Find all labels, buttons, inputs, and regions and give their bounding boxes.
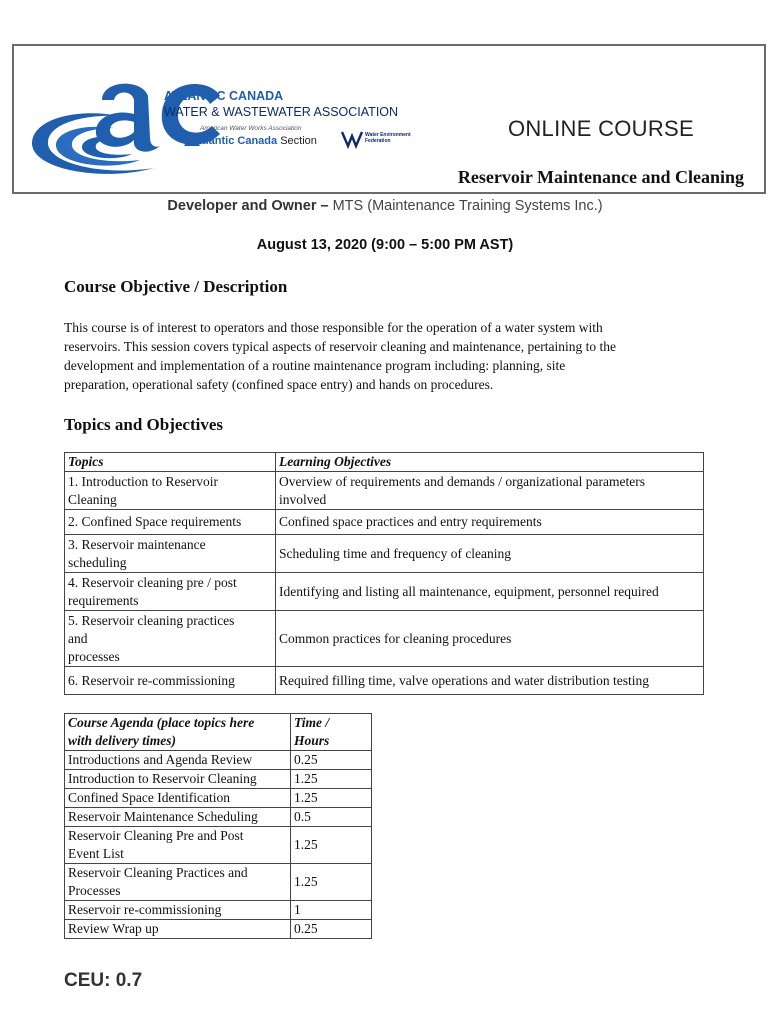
agenda-time: 1 [291, 901, 372, 920]
online-course-label: ONLINE COURSE [507, 116, 694, 141]
table-row [65, 573, 704, 611]
ceu-value: CEU: 0.7 [64, 970, 143, 991]
agenda-table [64, 713, 372, 939]
section-bold: Atlantic Canada [194, 135, 278, 147]
agenda-item: Reservoir Cleaning Pre and Post Event List [65, 827, 291, 864]
agenda-item: Review Wrap up [65, 920, 291, 939]
objective-cell: Required filling time, valve operations and water distribution testing [276, 667, 704, 695]
description-line: This course is of interest to operators and those responsible for the operation of a water system with [64, 320, 603, 335]
agenda-time: 0.25 [291, 751, 372, 770]
col-topics: Topics [65, 453, 276, 472]
objective-description [64, 318, 704, 394]
topics-heading: Topics and Objectives [64, 415, 224, 434]
org-line1: ATLANTIC CANADA [164, 89, 284, 103]
agenda-time: 1.25 [291, 827, 372, 864]
wef-line2: Federation [365, 138, 391, 144]
table-row [65, 920, 372, 939]
objective-cell: Overview of requirements and demands / organizational parameters involved [276, 472, 704, 510]
org-line2: WATER & WASTEWATER ASSOCIATION [164, 105, 399, 119]
awwa-line: American Water Works Association [200, 125, 302, 132]
table-row [65, 789, 372, 808]
table-row [65, 827, 372, 864]
agenda-time: 1.25 [291, 864, 372, 901]
course-date: August 13, 2020 (9:00 – 5:00 PM AST) [256, 237, 514, 253]
agenda-item: Introductions and Agenda Review [65, 751, 291, 770]
description-line: reservoirs. This session covers typical aspects of reservoir cleaning and maintenance, pertaining to the [64, 339, 616, 354]
table-row [65, 667, 704, 695]
table-row [65, 535, 704, 573]
table-row [65, 510, 704, 535]
description-line: preparation, operational safety (confined space entry) and hands on procedures. [64, 377, 494, 392]
table-row [65, 472, 704, 510]
objective-cell: Identifying and listing all maintenance, equipment, personnel required [276, 573, 704, 611]
topic-cell: 2. Confined Space requirements [65, 510, 276, 535]
table-row [65, 770, 372, 789]
agenda-item: Introduction to Reservoir Cleaning [65, 770, 291, 789]
agenda-time: 1.25 [291, 770, 372, 789]
table-row [65, 864, 372, 901]
objective-cell: Scheduling time and frequency of cleaning [276, 535, 704, 573]
logo-letter-a [96, 84, 160, 152]
wef-mark-icon [342, 132, 362, 146]
agenda-item: Reservoir Cleaning Practices and Processes [65, 864, 291, 901]
objective-cell: Common practices for cleaning procedures [276, 611, 704, 667]
table-row [65, 901, 372, 920]
topics-table [64, 452, 704, 695]
col-objectives: Learning Objectives [276, 453, 704, 472]
agenda-time: 0.25 [291, 920, 372, 939]
topic-cell: 3. Reservoir maintenance scheduling [65, 535, 276, 573]
objective-heading: Course Objective / Description [64, 277, 288, 296]
header-box [12, 44, 766, 194]
topic-cell: 1. Introduction to Reservoir Cleaning [65, 472, 276, 510]
topic-cell: 4. Reservoir cleaning pre / post requirements [65, 573, 276, 611]
wef-line1: Water Environment [365, 132, 411, 138]
table-row [65, 611, 704, 667]
developer-line [0, 198, 770, 214]
col-agenda: Course Agenda (place topics here with delivery times) [65, 714, 291, 751]
description-line: development and implementation of a routine maintenance program including: planning, site [64, 358, 566, 373]
agenda-item: Reservoir Maintenance Scheduling [65, 808, 291, 827]
agenda-time: 0.5 [291, 808, 372, 827]
developer-value: MTS (Maintenance Training Systems Inc.) [328, 198, 603, 214]
table-row [65, 751, 372, 770]
table-row [65, 808, 372, 827]
course-title: Reservoir Maintenance and Cleaning [457, 167, 744, 187]
agenda-item: Confined Space Identification [65, 789, 291, 808]
acwwa-logo [24, 60, 434, 185]
topic-cell: 6. Reservoir re-commissioning [65, 667, 276, 695]
objective-cell: Confined space practices and entry requirements [276, 510, 704, 535]
table-header-row [65, 453, 704, 472]
topic-cell: 5. Reservoir cleaning practices and processes [65, 611, 276, 667]
section-rest: Section [277, 135, 317, 147]
table-header-row [65, 714, 372, 751]
svg-text:Atlantic Canada Section [194, 135, 317, 147]
agenda-time: 1.25 [291, 789, 372, 808]
developer-label: Developer and Owner – [167, 198, 329, 214]
agenda-item: Reservoir re-commissioning [65, 901, 291, 920]
col-time: Time / Hours [291, 714, 372, 751]
